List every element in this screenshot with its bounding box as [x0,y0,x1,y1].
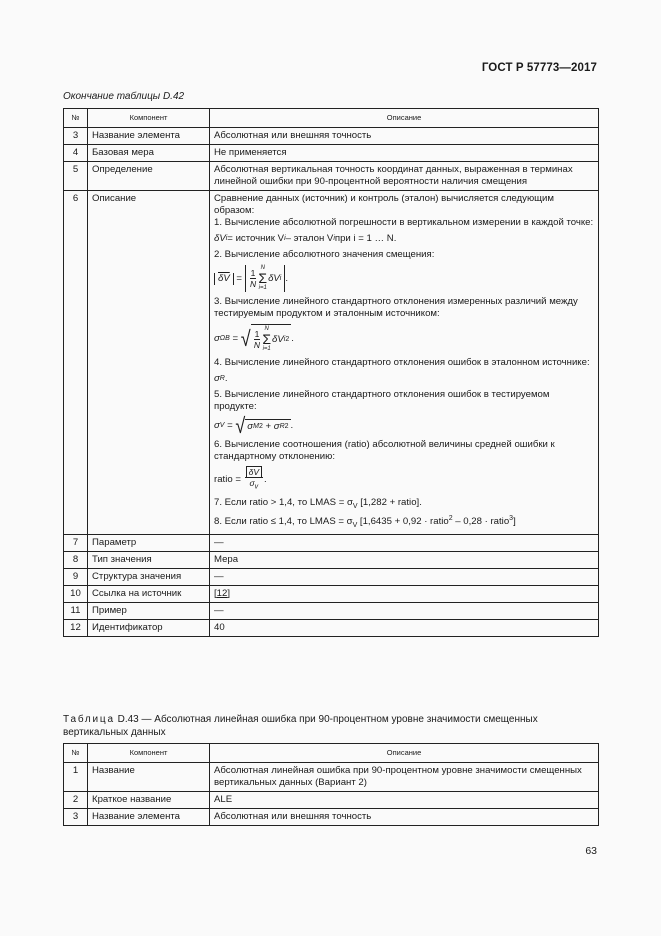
formula-sub: i [283,335,286,343]
table-row-description [64,191,599,535]
row-component: Название элемента [88,809,210,826]
formula-6: ratio = $\frac{\delta V}{\sigma_v}$ . [214,467,267,491]
row-num: 11 [64,602,88,619]
step-text: 8. Если ratio ≤ 1,4, то LMAS = σ [214,515,353,527]
row-component: Базовая мера [88,145,210,162]
formula-text: σ [214,332,220,344]
formula-3: σ ΩΒ = √ $\frac{1}{N}$ N Σ i=1 δV i 2 . [214,326,294,352]
table-row [64,619,599,636]
formula-sub: v [254,483,259,491]
formula-sub: V [219,422,225,429]
formula-text: δV [272,333,284,345]
row-num: 5 [64,162,88,191]
table-row [64,585,599,602]
formula-sup: 3 [509,514,514,522]
formula-text: σ [214,420,220,431]
row-component: Название элемента [88,128,210,145]
row-num: 10 [64,585,88,602]
formula-text: $\overline{\delta V}$ [218,272,230,284]
row-num: 2 [64,792,88,809]
formula-sub: V [352,502,358,510]
row-component: Идентификатор [88,619,210,636]
formula-text: ratio = [214,473,241,485]
table-row [64,162,599,191]
row-description: ALE [210,792,599,809]
fraction [250,268,257,289]
row-num: 4 [64,145,88,162]
row-component: Ссылка на источник [88,585,210,602]
sum-bottom: i=1 [258,285,267,291]
caption-prefix: Таблица [63,714,115,725]
formula-sub: i [284,235,286,242]
table-row [64,792,599,809]
table-row [64,128,599,145]
step-6: 6. Вычисление соотношения (ratio) абсолютной величины средней ошибки к стандартному отклонению: [214,439,555,462]
sum-sign: N Σ i=1 [258,265,268,291]
row-description: Абсолютная или внешняя точность [210,809,599,826]
formula-sup: 2 [285,335,290,343]
step-text: 7. Если ratio > 1,4, то LMAS = σ [214,496,353,508]
row-description-formulas [210,191,599,535]
step-3: 3. Вычисление линейного стандартного отклонения измеренных различий между тестируемым продуктом и эталонным источником: [214,296,578,319]
row-component: Краткое название [88,792,210,809]
formula-sub: ΩΒ [219,334,230,342]
fraction-num: 1 [250,268,256,278]
header-component: Компонент [88,744,210,763]
formula-5: σ V = √ σ M 2 + σ R 2 . [214,414,294,438]
formula-sup: 2 [448,514,453,522]
table-d43 [63,743,599,826]
step-4: 4. Вычисление линейного стандартного отклонения ошибок в эталонном источнике: [214,357,590,368]
formula-text: – эталон V [285,233,334,244]
row-num: 3 [64,128,88,145]
table-d42 [63,108,599,637]
row-description: Мера [210,551,599,568]
formula-sub: i [279,274,282,282]
fraction [245,467,263,493]
formula-4: σ R . [214,373,228,384]
formula-text: σ [214,373,220,384]
table-header-row [64,109,599,128]
formula-text: δV [268,272,280,284]
formula-sub: i [333,235,335,242]
page-number: 63 [585,845,597,857]
step-7 [214,497,594,513]
row-num: 9 [64,568,88,585]
formula-sup: 2 [284,423,289,430]
table-row [64,551,599,568]
caption-text: D.43 — Абсолютная линейная ошибка при 90-процентном уровне значимости смещенных вертикальных данных [63,714,538,738]
formula-sub: i [225,235,228,242]
step-text: – 0,28 · ratio [452,515,510,527]
sum-top: N [260,265,265,271]
table-row [64,145,599,162]
row-description: — [210,602,599,619]
step-text: ] [513,515,516,527]
table-row [64,534,599,551]
step-text: [1,282 + ratio]. [357,496,422,508]
row-num: 3 [64,809,88,826]
row-description: Абсолютная или внешняя точность [210,128,599,145]
header-description: Описание [210,109,599,128]
row-description: — [210,534,599,551]
sum-sign: N Σ i=1 [262,326,272,352]
formula-text: при i = 1 … N. [334,233,397,244]
row-description: Абсолютная вертикальная точность координат данных, выраженная в терминах линейной ошибки при 90-процентной вероятности наличия смещения [210,162,599,191]
header-num: № [64,109,88,128]
fraction-den: σ [249,478,255,488]
fraction-den: N [249,279,257,289]
row-description: Абсолютная линейная ошибка при 90-процентном уровне значимости смещенных вертикальных данных (Вариант 2) [210,763,599,792]
sum-top: N [264,326,269,332]
row-description: 40 [210,619,599,636]
formula-text: σ [247,421,254,432]
table-row [64,568,599,585]
step-1: 1. Вычисление абсолютной погрешности в вертикальном измерении в каждой точке: [214,217,594,228]
fraction-num: 1 [254,329,260,339]
fraction-den: N [253,340,261,350]
row-num: 8 [64,551,88,568]
step-2: 2. Вычисление абсолютного значения смещения: [214,249,435,260]
step-8 [214,513,594,532]
square-root: √ $\frac{1}{N}$ N Σ i=1 δV i 2 [240,326,290,352]
row-num: 12 [64,619,88,636]
row-component: Название [88,763,210,792]
row-num: 7 [64,534,88,551]
table2-caption [63,713,599,739]
fraction [254,329,261,350]
formula-sub: V [352,521,358,529]
formula-text: σ [273,421,280,432]
table-row [64,763,599,792]
reference-link[interactable]: [12] [214,587,231,599]
row-description: Не применяется [210,145,599,162]
header-num: № [64,744,88,763]
table-header-row [64,744,599,763]
sum-bottom: i=1 [262,346,271,352]
row-component: Определение [88,162,210,191]
formula-text: δV [214,233,226,244]
row-num: 1 [64,763,88,792]
row-component: Тип значения [88,551,210,568]
step-5: 5. Вычисление линейного стандартного отклонения ошибок в тестируемом продукте: [214,389,550,412]
formula-sub: R [279,423,285,430]
row-num: 6 [64,191,88,535]
formula-1 [214,233,594,245]
row-description [210,585,599,602]
row-component: Параметр [88,534,210,551]
formula-2: $\overline{\delta V}$ = $\frac{1}{N}$ N Σ i=1 δV i . [214,265,594,292]
formula-sub: R [219,375,225,382]
row-component: Структура значения [88,568,210,585]
row-description: — [210,568,599,585]
header-description: Описание [210,744,599,763]
boxed-term: δV [246,466,262,478]
row-component: Описание [88,191,210,535]
table-row [64,602,599,619]
formula-text: = источник V [227,233,285,244]
step-text: [1,6435 + 0,92 · ratio [357,515,449,527]
formula-sup: 2 [258,423,263,430]
standard-header: ГОСТ Р 57773—2017 [481,62,597,74]
square-root: √ σ M 2 + σ R 2 [235,414,289,438]
row-component: Пример [88,602,210,619]
description-intro: Сравнение данных (источник) и контроль (эталон) вычисляется следующим образом: [214,193,554,216]
header-component: Компонент [88,109,210,128]
table-row [64,809,599,826]
formula-sub: M [253,423,259,430]
table1-caption: Окончание таблицы D.42 [63,91,185,102]
